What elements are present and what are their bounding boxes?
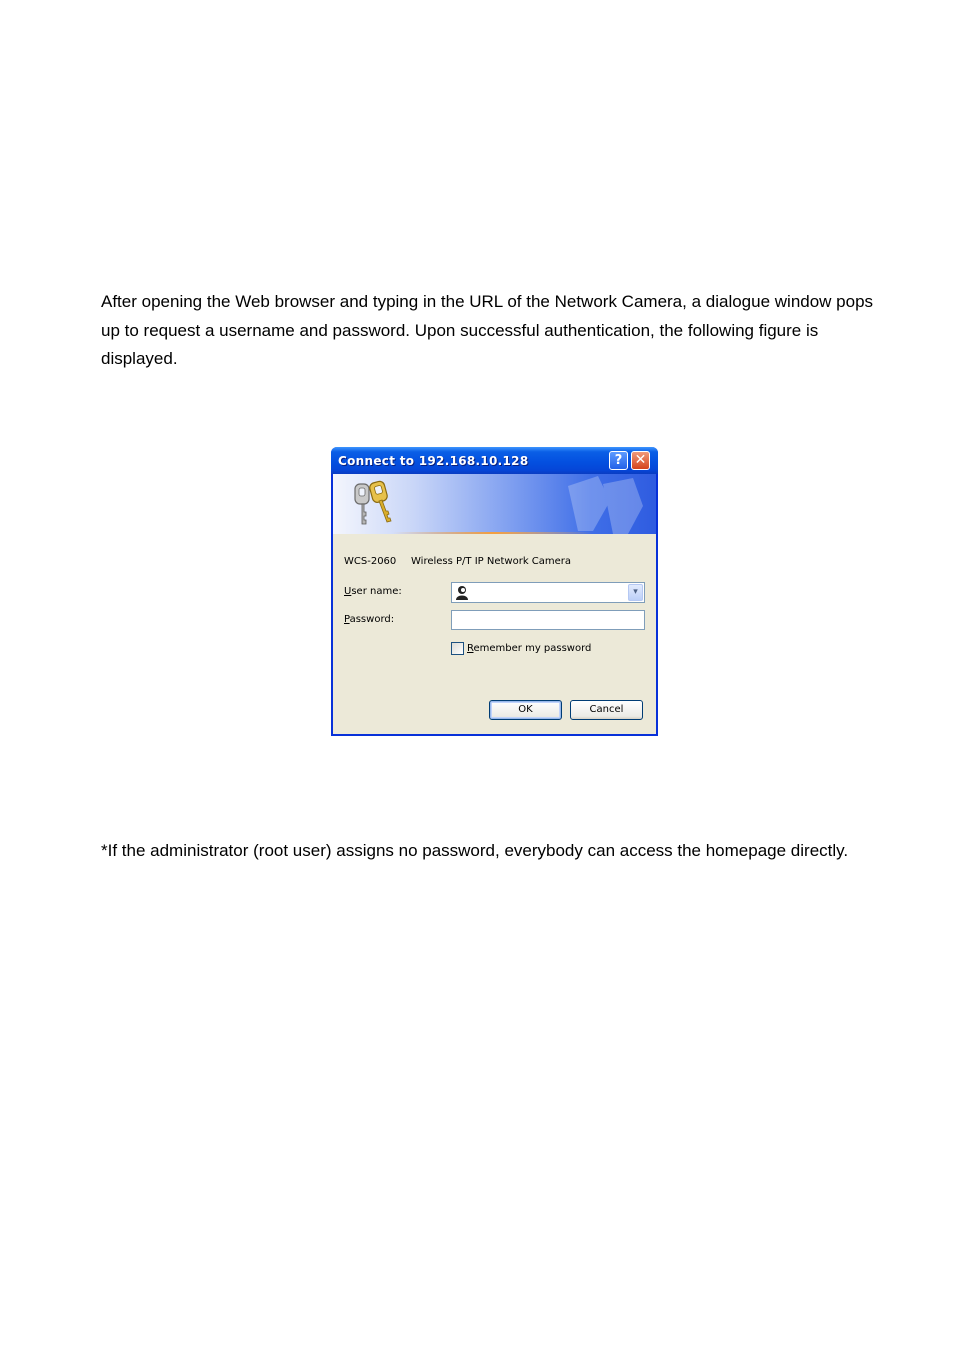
keys-icon	[349, 478, 401, 530]
dialog-titlebar[interactable]	[331, 447, 658, 474]
chevron-down-icon: ▾	[633, 587, 638, 597]
password-label: Password:	[344, 614, 395, 625]
dropdown-button[interactable]	[628, 584, 643, 601]
username-combobox[interactable]	[451, 582, 645, 603]
remember-password-checkbox[interactable]	[451, 642, 464, 655]
realm-model: WCS-2060	[344, 556, 397, 567]
cancel-button[interactable]: Cancel	[570, 700, 643, 720]
intro-paragraph: After opening the Web browser and typing in the URL of the Network Camera, a dialogue window pops up to request a username and password. Upon successful authentication, the following figure is displayed.	[101, 292, 874, 369]
realm-description: Wireless P/T IP Network Camera	[411, 556, 572, 567]
close-icon: ✕	[634, 452, 647, 468]
note-paragraph: *If the administrator (root user) assigns no password, everybody can access the homepage directly.	[101, 841, 849, 860]
help-button[interactable]	[609, 451, 628, 470]
close-button[interactable]	[631, 451, 650, 470]
dialog-banner	[333, 474, 656, 534]
help-icon: ?	[614, 453, 623, 468]
remember-password-label[interactable]: Remember my password	[467, 643, 592, 654]
ok-button[interactable]: OK	[489, 700, 562, 720]
keys-watermark-icon	[558, 476, 648, 534]
banner-accent	[393, 532, 593, 534]
password-field[interactable]	[451, 610, 645, 630]
dialog-title: Connect to 192.168.10.128	[338, 454, 529, 468]
username-label: User name:	[344, 586, 402, 597]
user-icon	[455, 585, 469, 600]
login-dialog	[331, 447, 658, 736]
